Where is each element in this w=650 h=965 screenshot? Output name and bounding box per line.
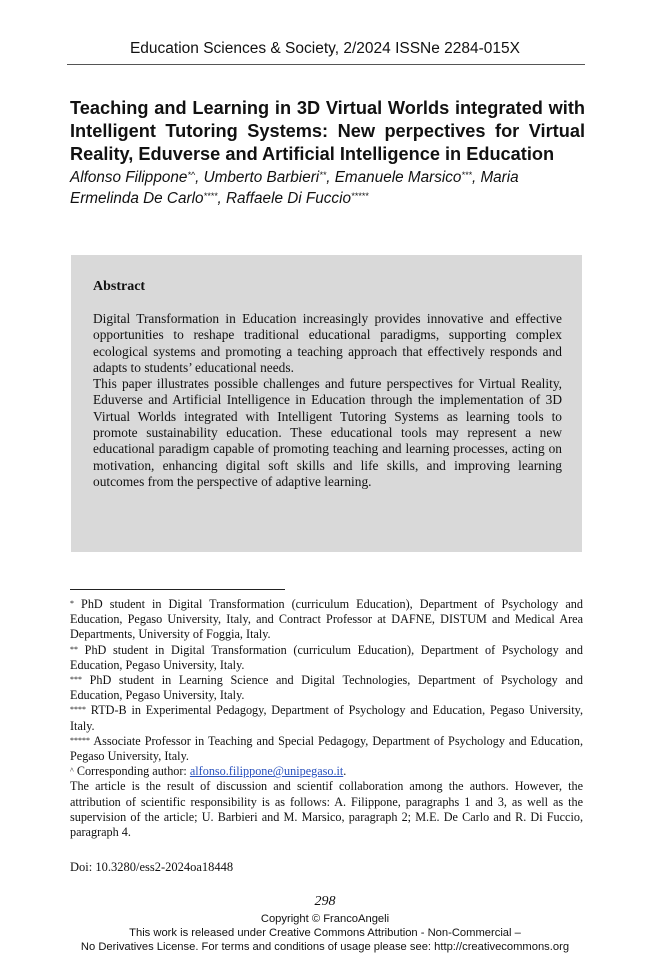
author-mark: ***** (350, 191, 369, 201)
license-line: No Derivatives License. For terms and conditions of usage please see: http://creativecommons.org (80, 941, 570, 953)
footnote-mark: ** (70, 644, 78, 654)
corresponding-author-note (70, 764, 583, 779)
author-name: Umberto Barbieri (203, 169, 320, 186)
author-separator: , (471, 169, 481, 186)
corresponding-end: . (343, 764, 347, 779)
copyright-line: Copyright © FrancoAngeli (260, 913, 390, 925)
author-separator: , (217, 190, 226, 207)
license-footer (0, 912, 650, 954)
attribution-note: The article is the result of discussion and scientif collaboration among the authors. However, the attribution of scientific responsibility is as follows: A. Filippone, paragraphs 1 and 3, as well as the supervision of the article; U. Barbieri and M. Marsico, paragraph 2; M.E. De Carlo and R. Di Fuccio, paragraph 4. (70, 779, 583, 840)
footnote-rule (70, 589, 285, 590)
abstract-paragraph: This paper illustrates possible challenges and future perspectives for Virtual Reality, Eduverse and Artificial Intelligence in Education through the implementation of 3D Virtual Worlds integrated with Intelligent Tutoring Systems as learning tools to promote sustainability education. These educational tools may represent a new educational paradigm capable of promoting teaching and learning processes, acting on motivation, enhancing digital soft skills and life skills, and improving learning outcomes from the perspective of adaptive learning. (93, 376, 562, 489)
author-mark: **** (203, 191, 218, 201)
author-separator: , (195, 169, 204, 186)
footnote-mark: ***** (70, 735, 90, 745)
footnote-mark: * (70, 599, 74, 608)
author-separator: , (326, 169, 335, 186)
corresponding-author-label: Corresponding author: (73, 764, 190, 779)
author-mark: ** (319, 170, 327, 180)
footnote-text: PhD student in Digital Transformation (curriculum Education), Department of Psychology and Education, Pegaso University, Italy, and Contract Professor at DAFNE, DISTUM and Medical Area Departments, University of Foggia, Italy. (70, 597, 583, 642)
author-mark: *** (461, 170, 472, 180)
article-title: Teaching and Learning in 3D Virtual Worlds integrated with Intelligent Tutoring Systems: New perpectives for Virtual Reality, Eduverse and Artificial Intelligence in Education (70, 98, 585, 164)
abstract-paragraph: Digital Transformation in Education increasingly provides innovative and effective opportunities to reshape traditional educational paradigms, supporting complex ecological systems and promoting a teaching approach that effectively responds and adapts to students’ educational needs. (93, 311, 562, 375)
author-name: Raffaele Di Fuccio (226, 190, 351, 207)
author-list (70, 167, 590, 209)
author-name: Maria Ermelinda De Carlo (70, 169, 519, 207)
footnotes (70, 597, 583, 840)
footnote-mark: *** (70, 675, 82, 685)
footnote-text: RTD-B in Experimental Pedagogy, Department of Psychology and Education, Pegaso University, Italy. (70, 703, 583, 733)
footnote-text: PhD student in Digital Transformation (curriculum Education), Department of Psychology and Education, Pegaso University, Italy. (70, 642, 583, 672)
footnote-mark: **** (70, 705, 86, 715)
page-number: 298 (314, 894, 336, 909)
running-head: Education Sciences & Society, 2/2024 ISSNe 2284-015X (129, 40, 521, 57)
footnote-mark: ^ (70, 766, 74, 776)
footnote (70, 734, 583, 764)
author-name: Alfonso Filippone (70, 169, 188, 186)
footnote-text: PhD student in Learning Science and Digital Technologies, Department of Psychology and Education, Pegaso University, Italy. (70, 673, 583, 703)
footnote-text: Associate Professor in Teaching and Special Pedagogy, Department of Psychology and Education, Pegaso University, Italy. (70, 733, 583, 764)
abstract-heading: Abstract (93, 279, 146, 294)
footnote (70, 703, 583, 733)
footnote (70, 673, 583, 703)
footnote (70, 643, 583, 673)
author-mark: *^ (187, 170, 196, 180)
header-rule (67, 64, 585, 65)
license-line: This work is released under Creative Commons Attribution - Non-Commercial – (129, 927, 521, 939)
abstract-body (93, 311, 562, 490)
author-name: Emanuele Marsico (334, 169, 462, 186)
footnote (70, 597, 583, 643)
doi: Doi: 10.3280/ess2-2024oa18448 (70, 860, 234, 874)
corresponding-email-link[interactable]: alfonso.filippone@unipegaso.it (189, 764, 344, 779)
